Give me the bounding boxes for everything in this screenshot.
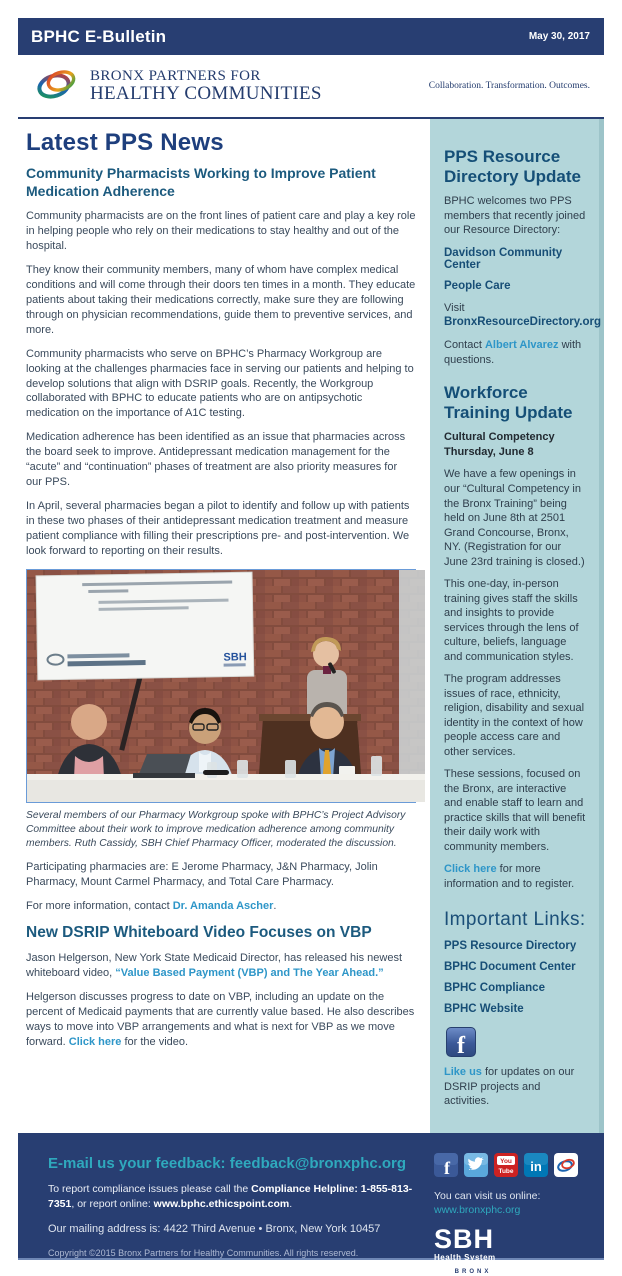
bphc-compliance-link[interactable]: BPHC Compliance [444,982,545,995]
photo-caption: Several members of our Pharmacy Workgroup spoke with BPHC’s Project Advisory Committee about their work to improve medication adherence among community members. Ruth Cassidy, SBH Chief Pharmacy Officer, moderated the discussion. [26,810,406,850]
workforce-paragraph: These sessions, focused on the Bronx, are interactive and enable staff to learn and practice skills that will benefit their daily work with community members. [444,768,586,853]
like-us-suffix: for updates on our DSRIP projects and activities. [444,1066,575,1108]
visit-prefix: Visit [444,301,465,314]
sbh-bronx: BRONX [434,1268,512,1276]
register-suffix: for more information and to register. [444,863,575,890]
sidebar [430,119,604,1133]
feedback-line[interactable]: E-mail us your feedback: feedback@bronxphc.org [48,1154,407,1172]
vbp-video-link[interactable]: “Value Based Payment (VBP) and The Year Ahead.” [115,967,384,980]
workforce-title: Workforce Training Update [444,383,573,422]
workgroup-panel-photo [26,569,416,803]
compliance-middle: , or report online: [71,1197,154,1210]
contact-albert-suffix: with questions. [444,339,582,366]
article1-paragraph: They know their community members, many of whom have complex medical conditions and will come through their doors ten times in a month. They educate patients about taking their medications correctly, make sure they are following through on physician recommendations, guide them to preventive services, and more. [26,263,416,336]
section-title: Latest PPS News [26,129,224,156]
albert-alvarez-link[interactable]: Albert Alvarez [484,339,559,352]
compliance-helpline: Compliance Helpline: 1-855-813-7351 [48,1182,413,1210]
register-click-here-link[interactable]: Click here [444,863,497,876]
footer-left [18,1133,434,1258]
register-line [444,862,587,891]
article1-paragraph: Medication adherence has been identified as an issue that pharmacies across the board seek to improve. Antidepressant medication management for the “acute” and “continuation” phases of treatment are also priority measures for our PPS. [26,431,406,489]
vbp-click-here-link[interactable]: Click here [68,1036,122,1049]
article2-paragraph1 [26,951,416,981]
pps-resource-directory-link[interactable]: PPS Resource Directory [444,940,577,953]
topbar [18,18,604,55]
visit-directory-line [444,301,601,331]
article1-paragraph: Community pharmacists who serve on BPHC’s Pharmacy Workgroup are looking at the challenges pharmacies face in serving our patients and helping to develop solutions that align with DSRIP goals. Recently, the Workgroup collaborated with BPHC to educate patients who are on antipsychotic medication on the importance of A1C testing. [26,347,414,420]
vbp-p1-prefix: Jason Helgerson, New York State Medicaid Director, has released his newest whiteboard video, [26,952,403,980]
resource-directory-title: PPS Resource Directory Update [444,147,581,186]
footer-right [434,1133,604,1275]
svg-text:You: You [500,1157,512,1165]
resource-directory-intro: BPHC welcomes two PPS members that recently joined our Resource Directory: [444,195,586,237]
event-name: Cultural Competency [444,431,555,444]
important-links-title: Important Links: [444,909,586,931]
brand-name [90,69,322,104]
svg-text:f: f [444,1157,450,1177]
workforce-event [444,430,587,459]
davidson-community-center-link[interactable]: Davidson Community Center [444,246,563,271]
event-date: Thursday, June 8 [444,445,534,458]
svg-text:in: in [530,1158,542,1174]
mailing-address: Our mailing address is: 4422 Third Avenue • Bronx, New York 10457 [48,1223,381,1236]
contact-albert-line [444,338,587,367]
linkedin-icon[interactable] [524,1153,548,1177]
participating-pharmacies: Participating pharmacies are: E Jerome Pharmacy, J&N Pharmacy, Jolin Pharmacy, Mount Carmel Pharmacy, and Total Care Pharmacy. [26,861,378,888]
bphc-swirl-logo-icon [34,64,80,109]
brand-line1: BRONX PARTNERS FOR [90,67,261,84]
vbp-p2-prefix: Helgerson discusses progress to date on VBP, including an update on the percent of Medicaid payments that are currently value based. He also describes ways to move into VBP arrangements and what is next for VBP as we move forward. [26,991,415,1049]
like-us-link[interactable]: Like us [444,1066,482,1079]
bphc-document-center-link[interactable]: BPHC Document Center [444,961,576,974]
bphc-icon[interactable] [554,1153,578,1177]
facebook-icon[interactable] [434,1153,458,1177]
bronx-resource-directory-link[interactable]: BronxResourceDirectory.org [444,316,601,329]
like-us-line [444,1065,587,1109]
bulletin-title: BPHC E-Bulletin [31,26,167,46]
vbp-p2-suffix: for the video. [121,1036,189,1049]
compliance-suffix: . [289,1197,293,1210]
visit-online-label: You can visit us online: [434,1189,541,1202]
sbh-logo [434,1223,512,1276]
ethicspoint-link[interactable]: www.bphc.ethicspoint.com [153,1197,290,1210]
copyright-line: Copyright ©2015 Bronx Partners for Healthy Communities. All rights reserved. [48,1248,359,1259]
compliance-line [48,1182,428,1211]
youtube-icon[interactable] [494,1153,518,1177]
svg-text:SBH: SBH [223,651,247,664]
svg-text:Tube: Tube [498,1167,514,1175]
contact-prefix: For more information, contact [26,899,173,912]
brand-logo [34,64,322,109]
sbh-wordmark: SBH [434,1223,495,1254]
main-row [18,119,604,1133]
workforce-paragraph: The program addresses issues of race, ethnicity, religion, disability and sexual identity in the context of how people access care and other services. [444,673,585,758]
workforce-paragraph: We have a few openings in our “Cultural Competency in the Bronx Training” being held on June 8th at 2501 Grand Concourse, Bronx, NY. (Registration for our June 23rd training is closed.) [444,468,585,568]
issue-date: May 30, 2017 [528,31,590,42]
twitter-icon[interactable] [464,1153,488,1177]
bphc-website-link[interactable]: BPHC Website [444,1003,524,1016]
amanda-ascher-link[interactable]: Dr. Amanda Ascher [172,899,274,912]
article1-paragraph: Community pharmacists are on the front lines of patient care and play a key role in helping people who rely on their medications to stay healthy and out of the hospital. [26,210,416,252]
article1-paragraph: In April, several pharmacies began a pilot to identify and follow up with patients in these two phases of their antidepressant medication treatment and measure patient compliance with filling their prescriptions pre- and post-intervention. We look forward to reporting on their results. [26,500,410,558]
article1-title: Community Pharmacists Working to Improve Patient Medication Adherence [26,165,376,199]
sbh-health-system: Health System [434,1253,512,1266]
facebook-f-glyph: f [457,1033,465,1060]
logo-band [18,55,604,119]
contact-suffix: . [273,899,277,912]
compliance-prefix: To report compliance issues please call the [48,1182,252,1195]
facebook-icon[interactable] [446,1027,476,1060]
contact-albert-prefix: Contact [444,339,485,352]
contact-line [26,899,416,914]
workforce-paragraph: This one-day, in-person training gives staff the skills and insights to provide services through the lens of culture, beliefs, language and communication styles. [444,578,579,663]
bronxphc-org-link[interactable]: www.bronxphc.org [434,1203,521,1216]
footer [18,1133,604,1275]
brand-line2: HEALTHY COMMUNITIES [90,82,322,104]
main-content [18,119,430,1133]
article2-paragraph2 [26,990,416,1050]
brand-tagline: Collaboration. Transformation. Outcomes. [428,81,590,91]
social-icons-row [434,1153,604,1177]
people-care-link[interactable]: People Care [444,279,511,292]
article2-title: New DSRIP Whiteboard Video Focuses on VBP [26,923,372,941]
